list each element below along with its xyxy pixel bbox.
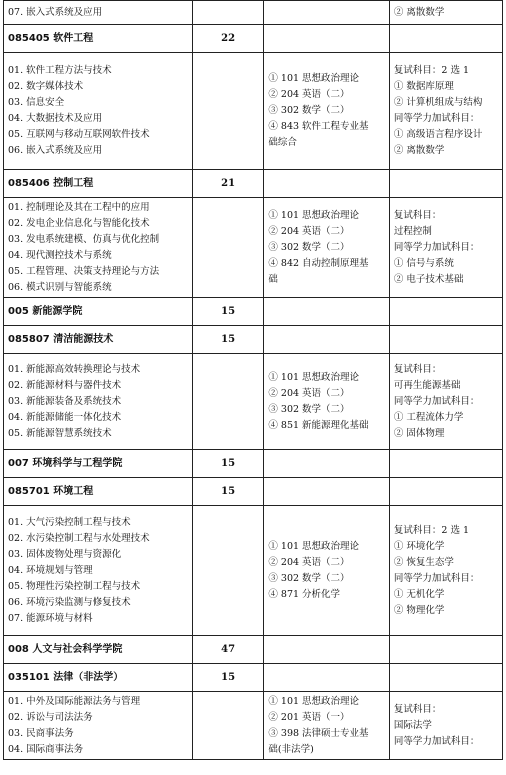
retest-subject-line: 复试科目： [393,703,442,715]
enrollment-count: 15 [192,298,264,326]
exam-subject-line: ② 204 英语（二） [268,89,350,100]
retest-subject-line: ② 物理化学 [393,604,445,616]
exam-subject-line: ① 101 思想政治理论 [268,540,360,552]
retest-subject-line: 同等学力加试科目： [393,241,480,253]
retest-subject-line: ② 电子技术基础 [393,273,464,285]
retest-subjects-cell [389,506,502,636]
research-direction-line: 04. 环境规划与管理 [8,564,93,576]
retest-subject-line: 复试科目：2 选 1 [393,65,470,76]
empty-cell [264,450,390,478]
retest-subject-line: ① 高级语言程序设计 [393,129,483,140]
program-title: 085807 清洁能源技术 [4,326,193,354]
research-directions-cell [4,53,193,170]
retest-subject-line: 复试科目：2 选 1 [393,524,470,536]
exam-subject-line: ④ 843 软件工程专业基 [268,121,369,132]
enrollment-count: 15 [192,664,264,692]
retest-subject-line: ② 计算机组成与结构 [393,97,483,108]
research-direction-line: 05. 物理性污染控制工程与技术 [8,580,141,592]
enrollment-count: 15 [192,450,264,478]
research-direction-line: 05. 互联网与移动互联网软件技术 [8,129,150,140]
research-directions-cell [4,506,193,636]
retest-subjects-cell [389,53,502,170]
empty-cell [192,1,264,25]
research-directions-cell [4,198,193,298]
retest-subjects-cell [389,354,502,450]
empty-cell [264,636,390,664]
research-directions-cell [4,1,193,25]
program-detail-row [4,506,503,636]
program-header-row [4,326,503,354]
exam-subject-line: ② 204 英语（二） [268,225,350,237]
exam-subject-line: ② 204 英语（二） [268,387,350,399]
program-title: 085406 控制工程 [4,170,193,198]
research-direction-line: 02. 数字媒体技术 [8,81,84,92]
program-title: 085405 软件工程 [4,25,193,53]
research-direction-line: 05. 新能源智慧系统技术 [8,427,112,439]
research-direction-line: 06. 环境污染监测与修复技术 [8,596,131,608]
empty-cell [192,506,264,636]
exam-subject-line: ③ 302 数学（二） [268,241,350,253]
enrollment-count: 15 [192,478,264,506]
empty-cell [192,198,264,298]
exam-subject-line: ② 204 英语（二） [268,556,350,568]
exam-subject-line: ① 101 思想政治理论 [268,371,360,383]
program-detail-row [4,53,503,170]
exam-subject-line: 础 [268,273,278,285]
exam-subject-line: ② 201 英语（一） [268,711,350,723]
research-direction-line: 02. 新能源材料与器件技术 [8,379,122,391]
retest-subject-line: ① 工程流体力学 [393,411,464,423]
enrollment-count: 22 [192,25,264,53]
exam-subject-line: 础(非法学) [268,743,314,755]
research-direction-line: 01. 新能源高效转换理论与技术 [8,363,141,375]
program-detail-row [4,198,503,298]
enrollment-count: 15 [192,326,264,354]
research-direction-line: 04. 大数据技术及应用 [8,113,103,124]
program-title: 005 新能源学院 [4,298,193,326]
retest-subjects-cell [389,692,502,760]
exam-subjects-cell [264,198,390,298]
retest-subject-line: 过程控制 [393,225,432,237]
exam-subject-line: ③ 398 法律硕士专业基 [268,727,369,739]
empty-cell [389,636,502,664]
empty-cell [192,692,264,760]
exam-subject-line: ① 101 思想政治理论 [268,73,360,84]
exam-subject-line: ① 101 思想政治理论 [268,695,360,707]
exam-subject-line: 础综合 [268,137,297,148]
empty-cell [264,298,390,326]
program-detail-row [4,1,503,25]
research-direction-line: 02. 发电企业信息化与智能化技术 [8,217,150,229]
retest-subjects-cell [389,198,502,298]
empty-cell [389,326,502,354]
program-header-row [4,664,503,692]
program-detail-row [4,354,503,450]
exam-subject-line: ① 101 思想政治理论 [268,209,360,221]
retest-subject-line: 可再生能源基础 [393,379,461,391]
empty-cell [389,478,502,506]
retest-subject-line: 复试科目： [393,209,442,221]
empty-cell [389,298,502,326]
retest-subject-line: ② 固体物理 [393,427,445,439]
retest-subject-line: 复试科目： [393,363,442,375]
research-direction-line: 06. 嵌入式系统及应用 [8,145,103,156]
program-title: 035101 法律（非法学） [4,664,193,692]
research-directions-cell [4,692,193,760]
research-direction-line: 03. 固体废物处理与资源化 [8,548,122,560]
enrollment-count: 21 [192,170,264,198]
research-direction-line: 01. 大气污染控制工程与技术 [8,516,131,528]
enrollment-count: 47 [192,636,264,664]
empty-cell [389,25,502,53]
empty-cell [389,170,502,198]
research-direction-line: 01. 控制理论及其在工程中的应用 [8,201,150,213]
program-header-row [4,25,503,53]
research-direction-line: 03. 新能源装备及系统技术 [8,395,122,407]
exam-subject-line: ④ 842 自动控制原理基 [268,257,369,269]
retest-subjects-cell [389,1,502,25]
exam-subjects-cell [264,506,390,636]
retest-subject-line: ① 数据库原理 [393,81,454,92]
retest-subject-line: 同等学力加试科目： [393,572,480,584]
program-header-row [4,478,503,506]
exam-subjects-cell [264,53,390,170]
empty-cell [264,326,390,354]
research-direction-line: 03. 信息安全 [8,97,65,108]
retest-subject-line: 同等学力加试科目： [393,395,480,407]
retest-subject-line: ① 信号与系统 [393,257,454,269]
program-header-row [4,298,503,326]
program-header-row [4,636,503,664]
empty-cell [264,25,390,53]
retest-subject-line: 同等学力加试科目： [393,735,480,747]
program-title: 008 人文与社会科学学院 [4,636,193,664]
empty-cell [192,354,264,450]
research-direction-line: 01. 软件工程方法与技术 [8,65,112,76]
retest-subject-line: ② 离散数学 [393,6,445,18]
exam-subjects-cell [264,354,390,450]
research-direction-line: 07. 嵌入式系统及应用 [8,6,103,18]
research-direction-line: 06. 模式识别与智能系统 [8,281,112,293]
empty-cell [264,170,390,198]
exam-subjects-cell [264,692,390,760]
program-title: 085701 环境工程 [4,478,193,506]
research-direction-line: 04. 现代测控技术与系统 [8,249,112,261]
empty-cell [192,53,264,170]
research-direction-line: 04. 国际商事法务 [8,743,84,755]
research-direction-line: 02. 诉讼与司法法务 [8,711,93,723]
exam-subject-line: ④ 871 分析化学 [268,588,341,600]
research-direction-line: 05. 工程管理、决策支持理论与方法 [8,265,160,277]
exam-subject-line: ③ 302 数学（二） [268,403,350,415]
empty-cell [389,664,502,692]
empty-cell [264,478,390,506]
research-direction-line: 01. 中外及国际能源法务与管理 [8,695,141,707]
exam-subject-line: ④ 851 新能源理化基础 [268,419,369,431]
exam-subjects-cell [264,1,390,25]
research-direction-line: 07. 能源环境与材料 [8,612,93,624]
retest-subject-line: ① 无机化学 [393,588,445,600]
retest-subject-line: ② 恢复生态学 [393,556,454,568]
retest-subject-line: 同等学力加试科目： [393,113,480,124]
program-title: 007 环境科学与工程学院 [4,450,193,478]
research-direction-line: 03. 民商事法务 [8,727,74,739]
exam-subject-line: ③ 302 数学（二） [268,105,350,116]
retest-subject-line: 国际法学 [393,719,432,731]
research-direction-line: 03. 发电系统建模、仿真与优化控制 [8,233,160,245]
program-table [3,0,503,760]
empty-cell [264,664,390,692]
program-detail-row [4,692,503,760]
retest-subject-line: ① 环境化学 [393,540,445,552]
program-header-row [4,170,503,198]
program-table-body [4,1,503,760]
exam-subject-line: ③ 302 数学（二） [268,572,350,584]
empty-cell [389,450,502,478]
program-header-row [4,450,503,478]
research-direction-line: 02. 水污染控制工程与水处理技术 [8,532,150,544]
research-direction-line: 04. 新能源储能一体化技术 [8,411,122,423]
retest-subject-line: ② 离散数学 [393,145,445,156]
research-directions-cell [4,354,193,450]
